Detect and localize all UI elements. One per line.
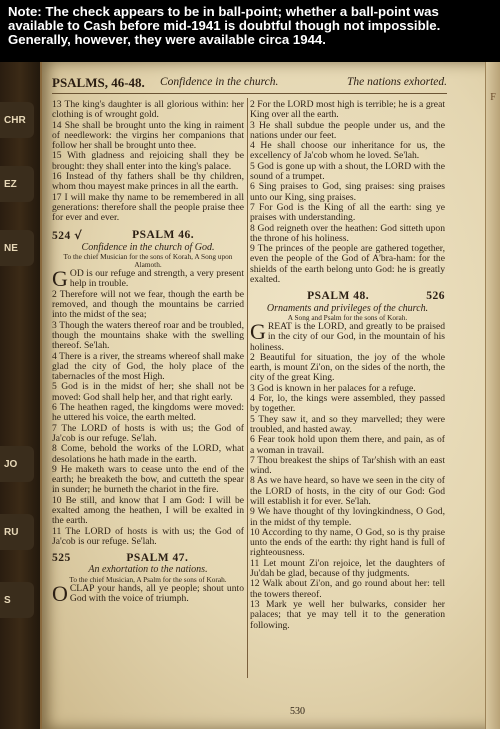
verse: 2 For the LORD most high is terrible; he is a great King over all the earth.	[250, 99, 445, 121]
header-book: PSALMS, 46-48.	[52, 75, 145, 90]
verse: 2 Therefore will not we fear, though the earth be removed, and though the mountains be carried into the midst of the sea;	[52, 288, 244, 321]
thumb-index-tabs	[0, 62, 40, 729]
tab-s: S	[0, 582, 34, 618]
verse: 9 We have thought of thy lovingkindness, O God, in the midst of thy temple.	[250, 506, 445, 528]
verse: 6 Fear took hold upon them there, and pain, as of a woman in travail.	[250, 434, 445, 456]
verse: 5 God is in the midst of her; she shall not be moved: God shall help her, and that right early.	[52, 381, 244, 403]
verse: 2 Beautiful for situation, the joy of the whole earth, is mount Zi'on, on the sides of the north, the city of the great King.	[250, 351, 445, 384]
verse: 6 Sing praises to God, sing praises: sing praises unto our King, sing praises.	[250, 181, 445, 203]
psalm-title: PSALM 48.	[307, 290, 370, 303]
tab-chr: CHR	[0, 102, 34, 138]
verse-first: OCLAP your hands, all ye people; shout unto God with the voice of triumph.	[52, 580, 244, 606]
tab-ez: EZ	[0, 166, 34, 202]
psalm-46-heading	[52, 227, 244, 242]
column-divider	[247, 98, 248, 678]
verse: 13 Mark ye well her bulwarks, consider her palaces; that ye may tell it to the generation following.	[250, 598, 445, 631]
left-column	[52, 100, 244, 604]
verse: 14 She shall be brought unto the king in raiment of needlework: the virgins her companions that follow her shall be brought unto thee.	[52, 119, 244, 152]
verse: 3 God is known in her palaces for a refuge.	[250, 382, 416, 394]
psalm-number: 526	[426, 290, 445, 303]
verse: 6 The heathen raged, the kingdoms were moved: he uttered his voice, the earth melted.	[52, 402, 244, 424]
verse: 4 There is a river, the streams whereof shall make glad the city of God, the holy place of the tabernacles of the most High.	[52, 350, 244, 383]
verse: 11 Let mount Zi'on rejoice, let the daughters of Ju'dah be glad, because of thy judgments.	[250, 557, 445, 580]
facing-page-edge: F	[485, 62, 500, 729]
right-column	[250, 100, 445, 631]
verse: 4 For, lo, the kings were assembled, they passed by together.	[250, 393, 445, 415]
page-number: 530	[290, 706, 305, 717]
verse: 10 According to thy name, O God, so is thy praise unto the ends of the earth: thy right hand is full of righteousness.	[250, 526, 445, 559]
verse: 8 Come, behold the works of the LORD, what desolations he hath made in the earth.	[52, 443, 244, 465]
verse: 17 I will make thy name to be remembered in all generations: therefore shall the people praise thee for ever and ever.	[52, 191, 244, 224]
psalm-superscription: To the chief Musician, A Psalm for the sons of Korah.	[69, 574, 227, 584]
verse: 4 He shall choose our inheritance for us, the excellency of Ja'cob whom he loved. Se'lah.	[250, 140, 445, 162]
psalm-47-heading	[52, 553, 244, 563]
verse: 7 Thou breakest the ships of Tar'shish with an east wind.	[250, 454, 445, 477]
running-header	[52, 75, 447, 94]
caption-note: Note: The check appears to be in ball-point; whether a ball-point was available to Cash before mid-1941 is doubtful though not impossible. Generally, however, they were available circa 1944.	[0, 0, 500, 62]
verse: 12 Walk about Zi'on, and go round about her: tell the towers thereof.	[250, 578, 445, 600]
verse: 16 Instead of thy fathers shall be thy children, whom thou mayest make princes in all the earth.	[52, 171, 244, 193]
verse: 9 He maketh wars to cease unto the end of the earth; he breaketh the bow, and cutteth the spear in sunder; he burneth the chariot in the fire.	[52, 463, 244, 496]
verse: 5 God is gone up with a shout, the LORD with the sound of a trumpet.	[250, 160, 445, 183]
verse: 7 The LORD of hosts is with us; the God of Ja'cob is our refuge. Se'lah.	[52, 422, 244, 444]
verse: 13 The king's daughter is all glorious within: her clothing is of wrought gold.	[52, 99, 244, 121]
verse-first: GOD is our refuge and strength, a very present help in trouble.	[52, 266, 244, 292]
verse: 10 Be still, and know that I am God: I will be exalted among the heathen, I will be exalted in the earth.	[52, 494, 244, 527]
tab-ne: NE	[0, 230, 34, 266]
psalm-48-heading	[250, 291, 445, 301]
verse: 11 The LORD of hosts is with us; the God of Ja'cob is our refuge. Se'lah.	[52, 525, 244, 547]
verse: 5 They saw it, and so they marvelled; they were troubled, and hasted away.	[250, 413, 445, 435]
header-topic-right: The nations exhorted.	[347, 76, 447, 88]
psalm-subtitle: An exhortation to the nations.	[88, 564, 208, 576]
tab-jo: JO	[0, 446, 34, 482]
verse: 7 For God is the King of all the earth: sing ye praises with understanding.	[250, 201, 445, 224]
check-mark: √	[74, 227, 83, 242]
verse: 3 He shall subdue the people under us, and the nations under our feet.	[250, 119, 445, 141]
verse: 8 As we have heard, so have we seen in the city of the LORD of hosts, in the city of our God: God will establish it for ever. Se'lah.	[250, 475, 445, 507]
verse: 9 The princes of the people are gathered together, even the people of the God of A'bra-ham: for the shields of the earth belong unto God: he is greatly exalted.	[250, 243, 445, 286]
tab-ru: RU	[0, 514, 34, 550]
psalm-superscription: To the chief Musician for the sons of Korah, A Song upon Alamoth.	[63, 252, 233, 270]
header-topic-left: Confidence in the church.	[160, 76, 279, 88]
psalm-superscription: A Song and Psalm for the sons of Korah.	[287, 312, 408, 322]
verse-first: GREAT is the LORD, and greatly to be praised in the city of our God, in the mountain of his holiness.	[250, 318, 445, 353]
psalm-title: PSALM 47.	[126, 552, 189, 565]
psalm-title: PSALM 46.	[132, 228, 195, 241]
psalm-subtitle: Ornaments and privileges of the church.	[266, 302, 429, 314]
psalm-number: 524	[52, 229, 71, 242]
verse: 3 Though the waters thereof roar and be troubled, though the mountains shake with the swelling thereof. Se'lah.	[52, 319, 244, 352]
verse: 8 God reigneth over the heathen: God sitteth upon the throne of his holiness.	[250, 222, 445, 244]
verse: 15 With gladness and rejoicing shall they be brought: they shall enter into the king's palace.	[52, 150, 244, 172]
psalm-number: 525	[52, 552, 71, 565]
psalm-subtitle: Confidence in the church of God.	[81, 241, 215, 253]
